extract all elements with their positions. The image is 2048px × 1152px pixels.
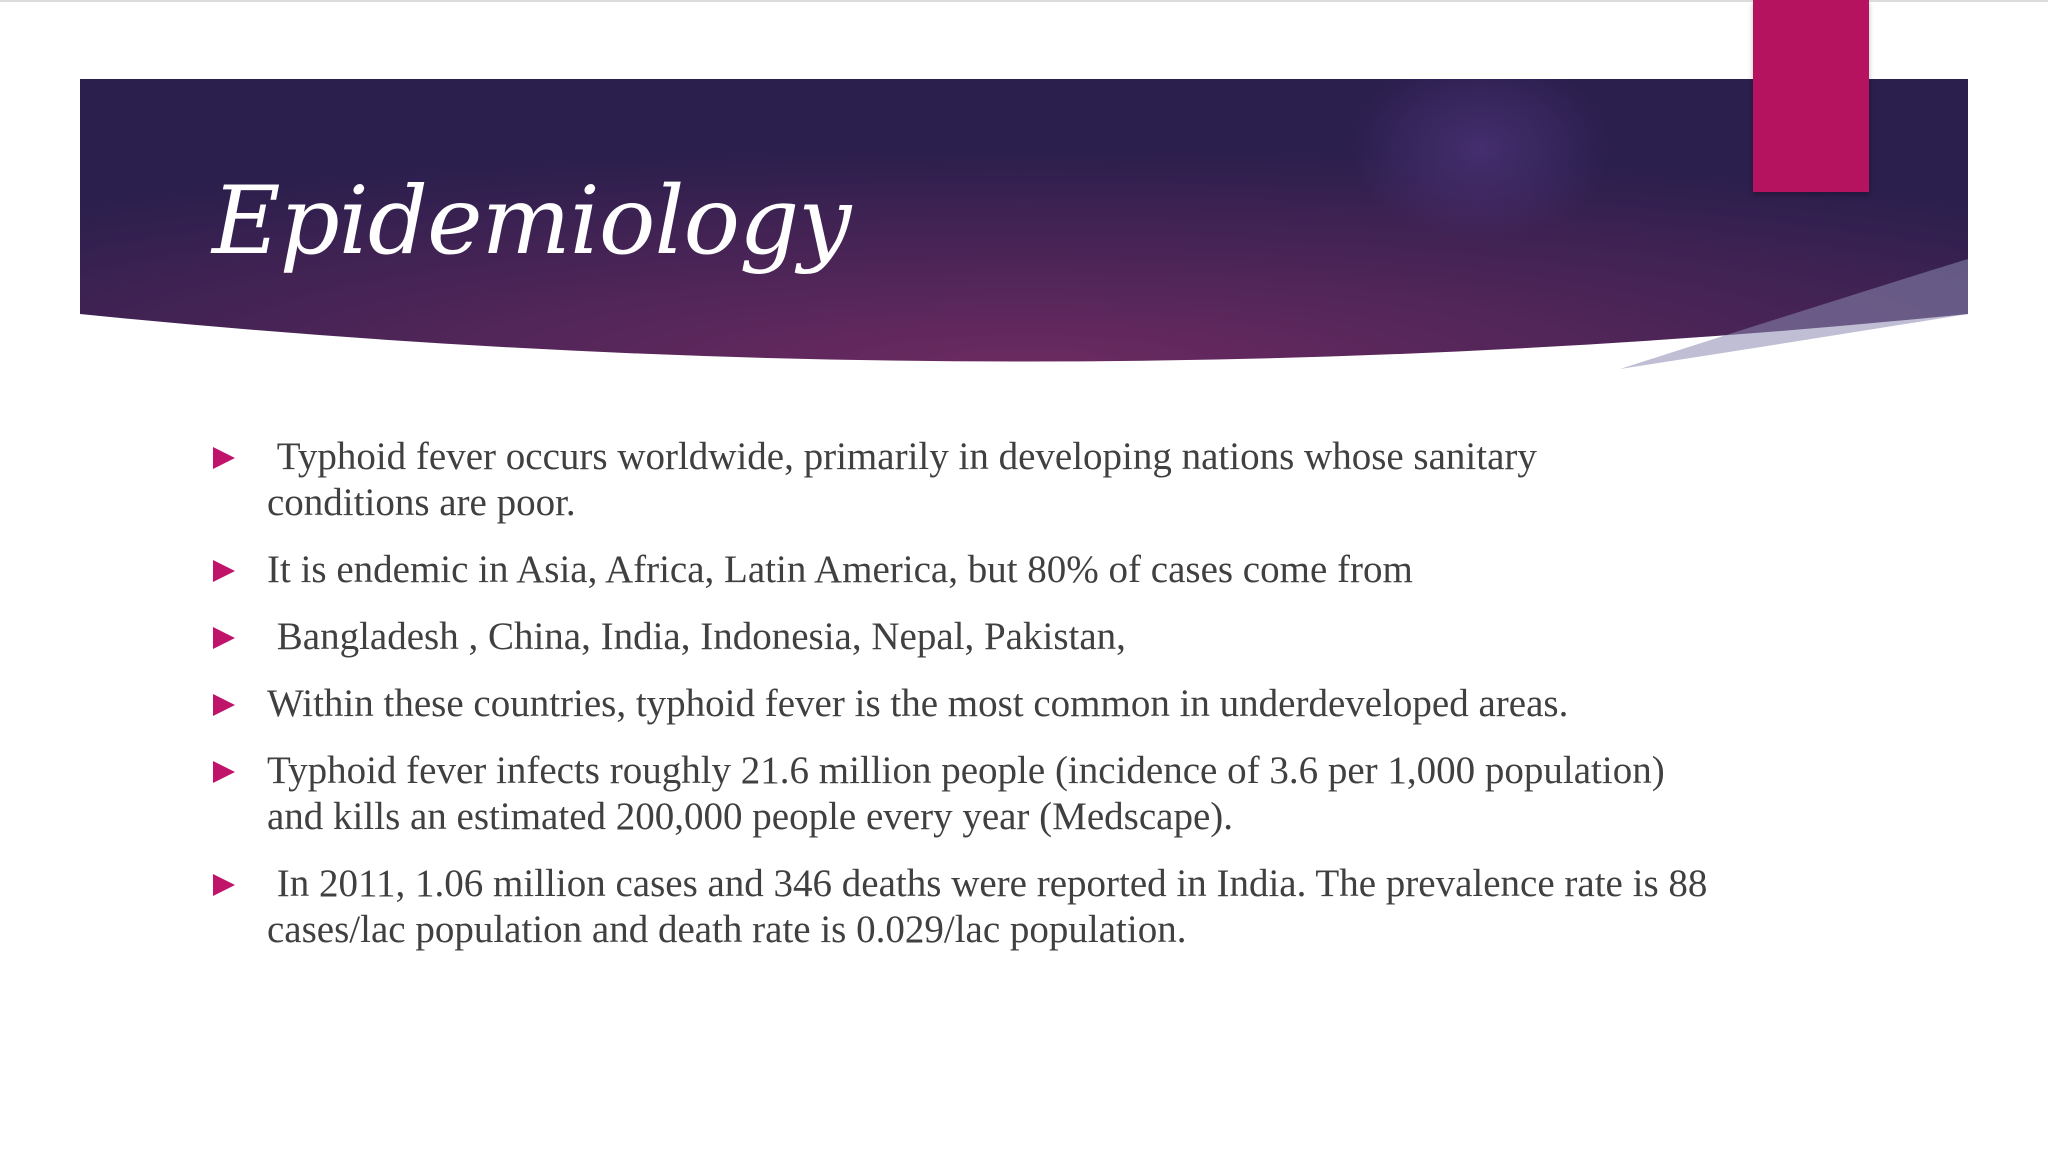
- triangle-right-icon: [213, 694, 235, 716]
- slide-left-margin: [0, 2, 80, 1152]
- bullet-text: In 2011, 1.06 million cases and 346 deaths were reported in India. The prevalence rate is 88 cases/lac population and death rate is 0.029/lac population.: [267, 862, 1718, 951]
- bullet-item: [208, 434, 1708, 526]
- triangle-right-icon: [213, 627, 235, 649]
- accent-tab: [1753, 0, 1869, 192]
- bullet-item: [208, 681, 1708, 727]
- triangle-right-icon: [213, 761, 235, 783]
- slide-title: Epidemiology: [212, 167, 851, 276]
- window-top-border: [0, 0, 2048, 2]
- bullet-item: [208, 614, 1708, 660]
- bullet-item: [208, 547, 1708, 593]
- bullet-text: Typhoid fever infects roughly 21.6 million people (incidence of 3.6 per 1,000 population) and kills an estimated 200,000 people every year (Medscape).: [267, 749, 1675, 838]
- bullet-text: Bangladesh , China, India, Indonesia, Nepal, Pakistan,: [267, 615, 1126, 658]
- triangle-right-icon: [213, 447, 235, 469]
- bullet-list: [208, 434, 1718, 953]
- bullet-text: It is endemic in Asia, Africa, Latin America, but 80% of cases come from: [267, 548, 1413, 591]
- triangle-right-icon: [213, 560, 235, 582]
- triangle-right-icon: [213, 874, 235, 896]
- bullet-text: Within these countries, typhoid fever is the most common in underdeveloped areas.: [267, 682, 1569, 725]
- bullet-item: [208, 748, 1708, 840]
- bullet-text: Typhoid fever occurs worldwide, primarily in developing nations whose sanitary conditions are poor.: [267, 435, 1547, 524]
- bullet-item: [208, 861, 1718, 953]
